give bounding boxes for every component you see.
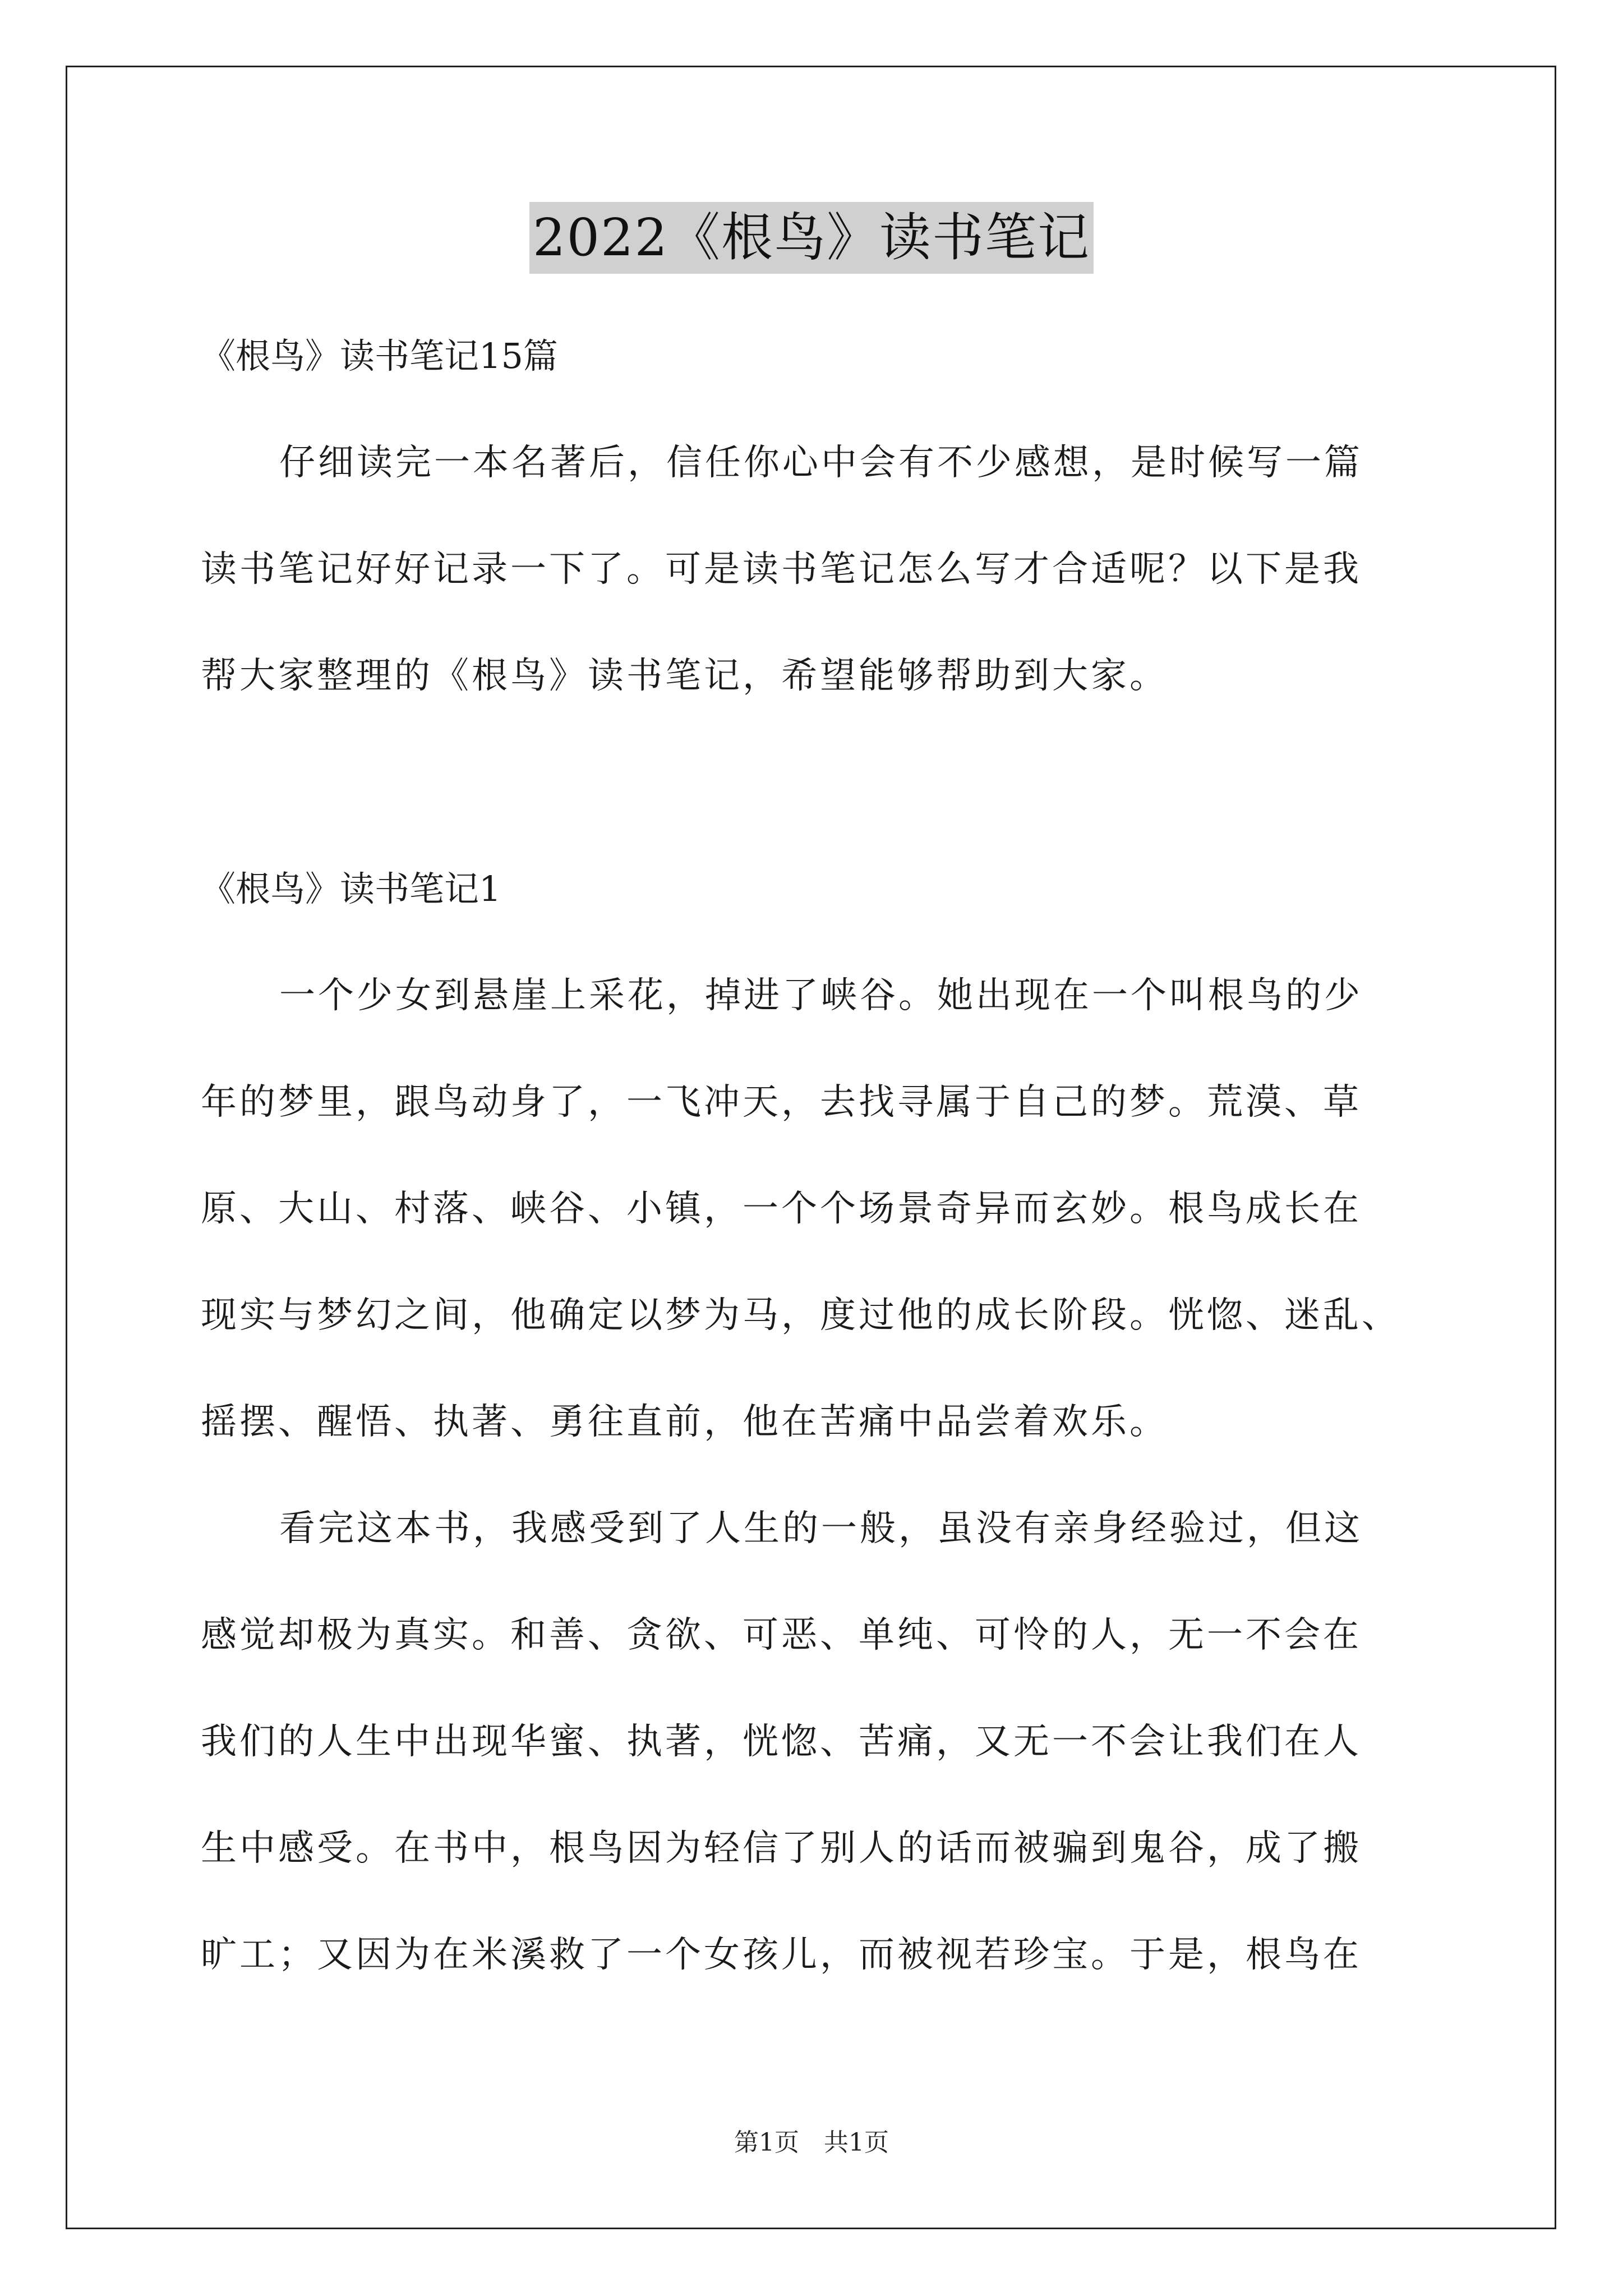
paragraph-line: 生中感受。在书中，根鸟因为轻信了别人的话而被骗到鬼谷，成了搬: [201, 1828, 1362, 1869]
paragraph-line: 我们的人生中出现华蜜、执著，恍惚、苦痛，又无一不会让我们在人: [201, 1721, 1362, 1763]
document-title: 2022《根鸟》读书笔记: [529, 202, 1094, 274]
paragraph-line: 感觉却极为真实。和善、贪欲、可恶、单纯、可怜的人，无一不会在: [201, 1614, 1362, 1656]
paragraph-line: 看完这本书，我感受到了人生的一般，虽没有亲身经验过，但这: [279, 1508, 1363, 1549]
document-body: [201, 303, 1446, 2008]
intro-line: 帮大家整理的《根鸟》读书笔记，希望能够帮助到大家。: [201, 655, 1168, 697]
spacer: [201, 729, 1446, 836]
paragraph-line: 摇摆、醒悟、执著、勇往直前，他在苦痛中品尝着欢乐。: [201, 1401, 1168, 1443]
intro-line: 读书笔记好好记录一下了。可是读书笔记怎么写才合适呢？以下是我: [201, 549, 1362, 590]
page-footer: 第1页 共1页: [734, 2128, 889, 2157]
paragraph-line: 旷工；又因为在米溪救了一个女孩儿，而被视若珍宝。于是，根鸟在: [201, 1934, 1362, 1976]
paragraph-line: 原、大山、村落、峡谷、小镇，一个个场景奇异而玄妙。根鸟成长在: [201, 1188, 1362, 1230]
subtitle: 《根鸟》读书笔记15篇: [201, 335, 558, 376]
intro-line: 仔细读完一本名著后，信任你心中会有不少感想，是时候写一篇: [279, 442, 1363, 484]
paragraph-line: 年的梦里，跟鸟动身了，一飞冲天，去找寻属于自己的梦。荒漠、草: [201, 1082, 1362, 1123]
paragraph-line: 一个少女到悬崖上采花，掉进了峡谷。她出现在一个叫根鸟的少: [279, 975, 1363, 1016]
paragraph-line: 现实与梦幻之间，他确定以梦为马，度过他的成长阶段。恍惚、迷乱、: [201, 1295, 1400, 1336]
section-heading: 《根鸟》读书笔记1: [201, 868, 501, 909]
title-container: [0, 202, 1623, 274]
